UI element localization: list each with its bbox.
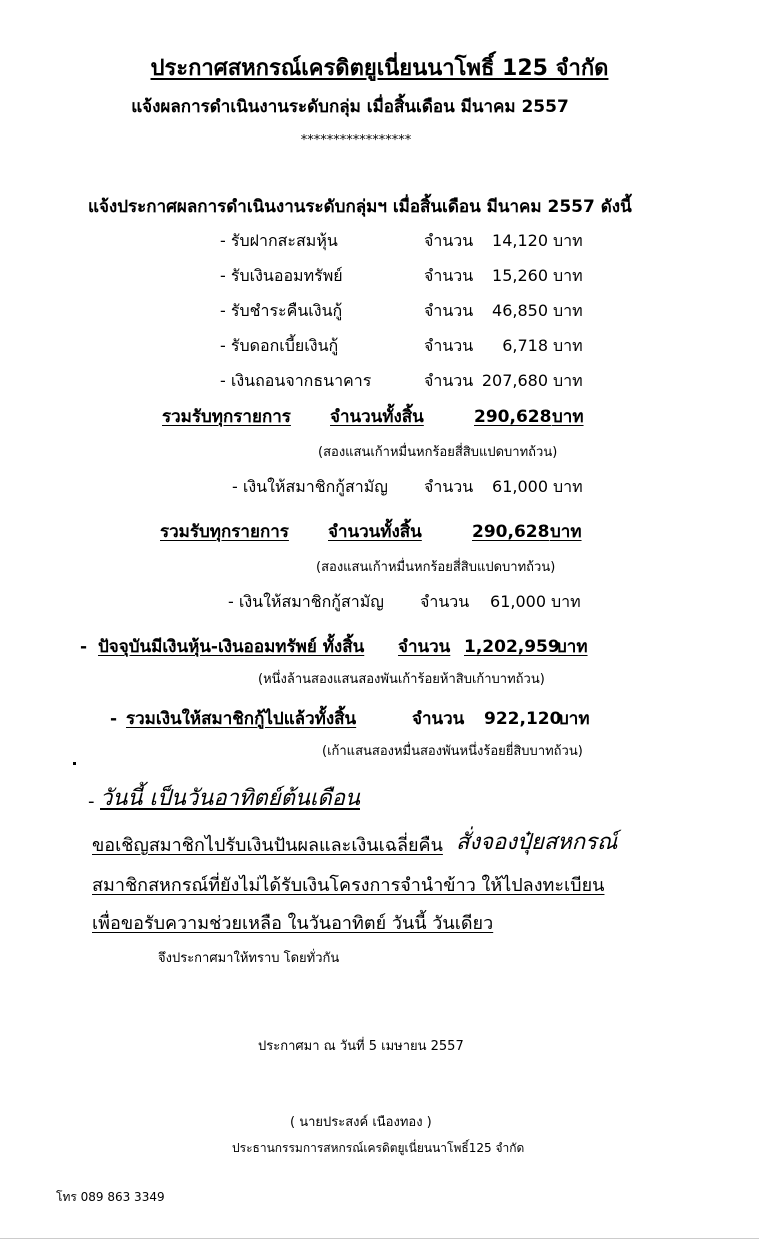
intro-line: แจ้งประกาศผลการดำเนินงานระดับกลุ่มฯ เมื่อสิ้นเดือน มีนาคม 2557 ดังนี้ <box>88 197 632 217</box>
item-qty: จำนวน <box>424 231 474 250</box>
total-amount: 290,628 <box>472 522 550 542</box>
item-unit: บาท <box>553 301 583 320</box>
item-qty: จำนวน <box>424 266 474 285</box>
page-bottom-border <box>0 1238 759 1239</box>
item-label: - รับดอกเบี้ยเงินกู้ <box>220 336 339 355</box>
total-unit: บาท <box>550 522 582 542</box>
loan-qty: จำนวน <box>424 477 474 496</box>
loans-total-unit: บาท <box>558 709 590 729</box>
item-label: - รับเงินออมทรัพย์ <box>220 266 343 285</box>
total-qty: จำนวนทั้งสิ้น <box>330 407 424 427</box>
loans-total-amount: 922,120 <box>484 709 562 729</box>
total-amount: 290,628 <box>474 407 552 427</box>
notice-line-1: ขอเชิญสมาชิกไปรับเงินปันผลและเงินเฉลี่ยคืน <box>92 835 443 856</box>
item-amount: 207,680 <box>481 371 548 390</box>
loan-unit: บาท <box>553 477 583 496</box>
item-label: - รับฝากสะสมหุ้น <box>220 231 338 250</box>
loans-total-words: (เก้าแสนสองหมื่นสองพันหนึ่งร้อยยี่สิบบาทถ้วน) <box>322 744 583 759</box>
loan-label: - เงินให้สมาชิกกู้สามัญ <box>232 477 388 496</box>
loan-label: - เงินให้สมาชิกกู้สามัญ <box>228 592 384 611</box>
contact-phone: โทร 089 863 3349 <box>56 1190 165 1204</box>
savings-words: (หนึ่งล้านสองแสนสองพันเก้าร้อยห้าสิบเก้าบาทถ้วน) <box>258 672 545 687</box>
loans-total-dash: - <box>110 709 118 729</box>
total-qty: จำนวนทั้งสิ้น <box>328 522 422 542</box>
item-amount: 15,260 <box>492 266 548 285</box>
announce-date: ประกาศมา ณ วันที่ 5 เมษายน 2557 <box>258 1039 464 1054</box>
total-words: (สองแสนเก้าหมื่นหกร้อยสี่สิบแปดบาทถ้วน) <box>316 560 556 575</box>
notice-heading: วันนี้ เป็นวันอาทิตย์ต้นเดือน <box>100 786 360 811</box>
item-amount: 46,850 <box>492 301 548 320</box>
loan-amount: 61,000 <box>492 477 548 496</box>
star-divider: ***************** <box>300 133 412 148</box>
savings-dash: - <box>80 637 88 657</box>
savings-qty: จำนวน <box>398 637 451 657</box>
total-label: รวมรับทุกรายการ <box>160 522 289 542</box>
savings-label: ปัจจุบันมีเงินหุ้น-เงินออมทรัพย์ ทั้งสิ้น <box>98 637 365 657</box>
item-unit: บาท <box>553 371 583 390</box>
item-amount: 14,120 <box>492 231 548 250</box>
item-qty: จำนวน <box>424 371 474 390</box>
page-subtitle: แจ้งผลการดำเนินงานระดับกลุ่ม เมื่อสิ้นเดือน มีนาคม 2557 <box>131 97 569 117</box>
item-amount: 6,718 <box>502 336 548 355</box>
signer-position: ประธานกรรมการสหกรณ์เครดิตยูเนี่ยนนาโพธิ์125 จำกัด <box>232 1141 525 1155</box>
signer-name: ( นายประสงค์ เนืองทอง ) <box>290 1115 432 1130</box>
notice-line-1b: สั่งจองปุ๋ยสหกรณ์ <box>456 830 618 855</box>
loans-total-qty: จำนวน <box>412 709 465 729</box>
item-qty: จำนวน <box>424 301 474 320</box>
item-unit: บาท <box>553 231 583 250</box>
dot-mark <box>73 762 76 765</box>
notice-line-4: จึงประกาศมาให้ทราบ โดยทั่วกัน <box>158 951 340 966</box>
item-qty: จำนวน <box>424 336 474 355</box>
page-title: ประกาศสหกรณ์เครดิตยูเนี่ยนนาโพธิ์ 125 จำกัด <box>150 56 609 81</box>
item-unit: บาท <box>553 266 583 285</box>
total-words: (สองแสนเก้าหมื่นหกร้อยสี่สิบแปดบาทถ้วน) <box>318 445 558 460</box>
savings-unit: บาท <box>556 637 588 657</box>
notice-line-2: สมาชิกสหกรณ์ที่ยังไม่ได้รับเงินโครงการจำนำข้าว ให้ไปลงทะเบียน <box>92 875 605 896</box>
total-label: รวมรับทุกรายการ <box>162 407 291 427</box>
loans-total-label: รวมเงินให้สมาชิกกู้ไปแล้วทั้งสิ้น <box>126 709 357 729</box>
notice-line-3: เพื่อขอรับความช่วยเหลือ ในวันอาทิตย์ วันนี้ วันเดียว <box>92 913 494 934</box>
loan-unit: บาท <box>551 592 581 611</box>
total-unit: บาท <box>552 407 584 427</box>
loan-amount: 61,000 <box>490 592 546 611</box>
item-label: - รับชำระคืนเงินกู้ <box>220 301 343 320</box>
item-unit: บาท <box>553 336 583 355</box>
savings-amount: 1,202,959 <box>464 637 560 657</box>
loan-qty: จำนวน <box>420 592 470 611</box>
notice-dash: - <box>88 791 95 812</box>
item-label: - เงินถอนจากธนาคาร <box>220 371 372 390</box>
